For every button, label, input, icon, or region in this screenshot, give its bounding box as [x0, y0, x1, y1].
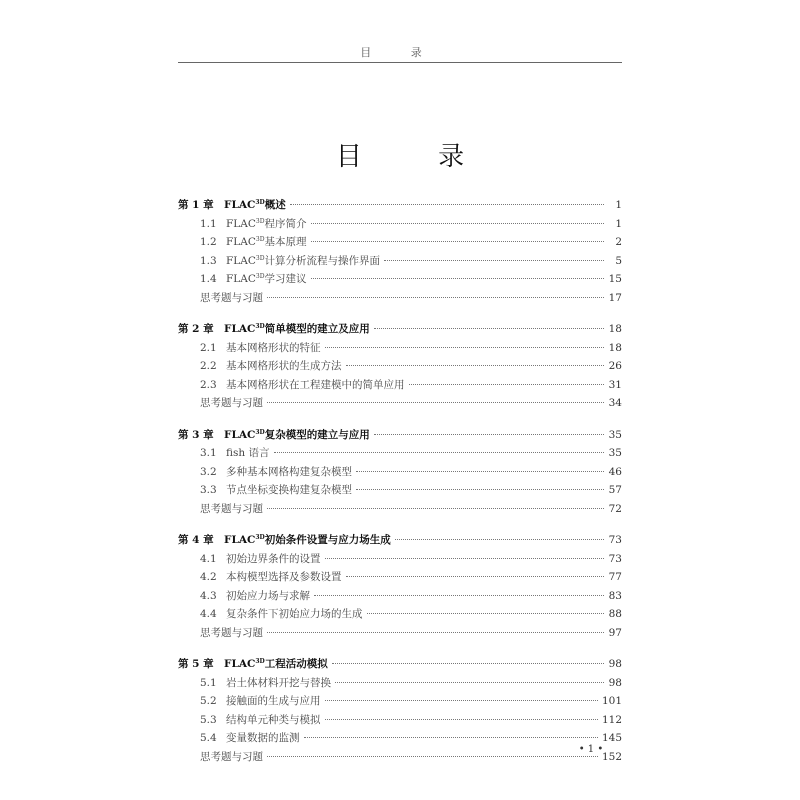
entry-prefix: FLAC — [224, 658, 256, 670]
entry-page: 1 — [615, 199, 622, 211]
entry-title-text: 初始应力场与求解 — [226, 589, 310, 602]
entry-superscript: 3D — [255, 273, 265, 280]
entry-page: 152 — [601, 750, 622, 763]
entry-number: 1.1 — [200, 217, 217, 230]
entry-title-text: 多种基本网格构建复杂模型 — [226, 465, 352, 478]
entry-prefix: FLAC — [226, 254, 256, 267]
entry-title — [226, 337, 321, 358]
entry-superscript: 3D — [255, 428, 265, 436]
section-entry[interactable] — [178, 355, 622, 374]
section-entry[interactable] — [178, 672, 622, 691]
entry-title-text: 简单模型的建立及应用 — [264, 323, 370, 335]
entry-title — [224, 424, 370, 445]
running-head: 目 录 — [360, 46, 440, 59]
chapter-block — [178, 424, 622, 517]
dot-leader — [311, 241, 604, 242]
entry-title-text: 程序简介 — [264, 217, 307, 230]
entry-title — [226, 690, 321, 711]
dot-leader — [367, 613, 605, 614]
entry-page: 77 — [608, 571, 622, 583]
entry-page: 35 — [608, 447, 622, 459]
section-entry[interactable] — [178, 727, 622, 746]
section-entry[interactable] — [178, 548, 622, 567]
entry-title-text: 初始边界条件的设置 — [226, 552, 321, 565]
entry-number: 4.1 — [200, 552, 217, 565]
entry-title — [226, 250, 380, 271]
entry-title-text: 本构模型选择及参数设置 — [226, 571, 342, 583]
dot-leader — [267, 402, 604, 403]
entry-title-text: 节点坐标变换构建复杂模型 — [226, 484, 352, 496]
entry-prefix: FLAC — [226, 217, 256, 230]
chapter-block — [178, 529, 622, 640]
entry-number: 1.2 — [200, 236, 217, 248]
entry-title — [224, 529, 391, 550]
entry-number: 第 2 章 — [178, 323, 214, 335]
entry-number: 第 4 章 — [178, 534, 214, 546]
exercise-entry[interactable] — [178, 498, 622, 517]
entry-page: 73 — [608, 552, 622, 565]
entry-prefix: FLAC — [224, 534, 256, 546]
section-entry[interactable] — [178, 337, 622, 356]
section-entry[interactable] — [178, 250, 622, 269]
entry-title-text: fish 语言 — [226, 447, 270, 459]
entry-number: 5.1 — [200, 676, 217, 689]
entry-title-text: 概述 — [264, 199, 286, 211]
entry-superscript: 3D — [255, 658, 265, 665]
entry-title-text: 计算分析流程与操作界面 — [264, 254, 381, 267]
dot-leader — [346, 365, 605, 366]
entry-page: 88 — [608, 608, 622, 620]
entry-number: 1.3 — [200, 254, 217, 267]
entry-title-text: 思考题与习题 — [200, 502, 263, 515]
dot-leader — [311, 223, 604, 224]
entry-title-text: 学习建议 — [264, 273, 307, 285]
entry-number: 3.2 — [200, 465, 217, 478]
entry-title — [226, 709, 321, 730]
entry-number: 第 3 章 — [178, 428, 214, 441]
entry-page: 101 — [601, 695, 622, 707]
dot-leader — [311, 278, 604, 279]
exercise-entry[interactable] — [178, 287, 622, 306]
entry-title-text: 基本网格形状在工程建模中的简单应用 — [226, 378, 405, 391]
entry-page: 57 — [608, 484, 622, 496]
entry-title — [226, 374, 405, 395]
dot-leader — [356, 471, 604, 472]
entry-title-text: 复杂模型的建立与应用 — [264, 428, 370, 441]
entry-title — [226, 585, 310, 606]
section-entry[interactable] — [178, 709, 622, 728]
entry-number: 4.2 — [200, 571, 217, 583]
entry-superscript: 3D — [255, 199, 265, 206]
entry-page: 97 — [608, 626, 622, 639]
header-rule — [178, 62, 622, 63]
entry-title-text: 岩土体材料开挖与替换 — [226, 676, 331, 689]
entry-page: 98 — [608, 676, 622, 689]
section-entry[interactable] — [178, 461, 622, 480]
dot-leader — [356, 489, 604, 490]
entry-title — [226, 231, 307, 252]
dot-leader — [374, 434, 604, 435]
chapter-entry[interactable] — [178, 529, 622, 548]
entry-superscript: 3D — [255, 534, 265, 541]
entry-title — [226, 566, 342, 587]
section-entry[interactable] — [178, 213, 622, 232]
dot-leader — [267, 756, 598, 757]
entry-number: 2.1 — [200, 341, 217, 354]
entry-page: 72 — [608, 502, 622, 515]
entry-superscript: 3D — [255, 254, 265, 262]
section-entry[interactable] — [178, 566, 622, 585]
entry-number: 3.1 — [200, 447, 217, 459]
entry-title-text: 思考题与习题 — [200, 291, 263, 304]
entry-title — [226, 268, 307, 289]
section-entry[interactable] — [178, 374, 622, 393]
entry-page: 15 — [608, 273, 622, 285]
dot-leader — [325, 347, 605, 348]
entry-number: 2.3 — [200, 378, 217, 391]
entry-title — [226, 442, 270, 463]
chapter-entry[interactable] — [178, 194, 622, 213]
entry-title — [200, 392, 263, 413]
entry-page: 26 — [608, 360, 622, 372]
dot-leader — [409, 384, 605, 385]
section-entry[interactable] — [178, 585, 622, 604]
dot-leader — [335, 682, 604, 683]
entry-title — [224, 318, 370, 339]
dot-leader — [374, 328, 604, 329]
entry-page: 112 — [601, 713, 622, 726]
entry-page: 34 — [608, 397, 622, 409]
dot-leader — [267, 632, 604, 633]
entry-title-text: 工程活动模拟 — [264, 658, 328, 670]
entry-page: 5 — [615, 254, 622, 267]
dot-leader — [304, 737, 598, 738]
entry-superscript: 3D — [255, 323, 265, 330]
entry-page: 2 — [615, 236, 622, 248]
entry-title — [200, 498, 263, 519]
dot-leader — [314, 595, 604, 596]
entry-title — [200, 287, 263, 308]
page-title: 目 录 — [335, 142, 499, 172]
dot-leader — [395, 539, 604, 540]
entry-title — [226, 727, 300, 748]
entry-number: 5.4 — [200, 732, 217, 744]
section-entry[interactable] — [178, 231, 622, 250]
entry-number: 4.4 — [200, 608, 217, 620]
entry-page: 18 — [608, 323, 622, 335]
chapter-block — [178, 194, 622, 305]
entry-page: 145 — [601, 732, 622, 744]
entry-title — [224, 194, 286, 215]
entry-title — [226, 603, 363, 624]
section-entry[interactable] — [178, 690, 622, 709]
entry-title-text: 基本原理 — [264, 236, 307, 248]
exercise-entry[interactable] — [178, 392, 622, 411]
entry-page: 73 — [608, 534, 622, 546]
exercise-entry[interactable] — [178, 622, 622, 641]
entry-page: 17 — [608, 291, 622, 304]
entry-title — [200, 622, 263, 643]
dot-leader — [274, 452, 605, 453]
entry-page: 1 — [615, 217, 622, 230]
entry-title — [226, 479, 352, 500]
entry-page: 46 — [608, 465, 622, 478]
entry-title — [226, 461, 352, 482]
entry-title-text: 基本网格形状的特征 — [226, 341, 321, 354]
entry-prefix: FLAC — [224, 428, 256, 441]
entry-page: 98 — [608, 658, 622, 670]
table-of-contents — [178, 194, 622, 777]
chapter-block — [178, 653, 622, 764]
entry-title-text: 基本网格形状的生成方法 — [226, 360, 342, 372]
entry-superscript: 3D — [255, 236, 265, 243]
entry-title-text: 思考题与习题 — [200, 397, 263, 409]
entry-number: 3.3 — [200, 484, 217, 496]
dot-leader — [332, 663, 604, 664]
entry-number: 2.2 — [200, 360, 217, 372]
section-entry[interactable] — [178, 442, 622, 461]
page-number: • 1 • — [578, 744, 604, 755]
entry-title — [224, 653, 328, 674]
chapter-entry[interactable] — [178, 653, 622, 672]
chapter-entry[interactable] — [178, 424, 622, 443]
entry-prefix: FLAC — [224, 199, 256, 211]
entry-title-text: 思考题与习题 — [200, 750, 263, 763]
entry-number: 第 1 章 — [178, 199, 214, 211]
entry-number: 5.3 — [200, 713, 217, 726]
entry-page: 83 — [608, 589, 622, 602]
entry-title — [200, 746, 263, 767]
entry-title-text: 初始条件设置与应力场生成 — [264, 534, 391, 546]
dot-leader — [325, 558, 605, 559]
entry-title-text: 变量数据的监测 — [226, 732, 300, 744]
section-entry[interactable] — [178, 603, 622, 622]
exercise-entry[interactable] — [178, 746, 622, 765]
entry-number: 4.3 — [200, 589, 217, 602]
entry-page: 31 — [608, 378, 622, 391]
entry-title — [226, 672, 331, 693]
dot-leader — [325, 700, 598, 701]
entry-title — [226, 355, 342, 376]
dot-leader — [325, 719, 598, 720]
entry-number: 5.2 — [200, 695, 217, 707]
entry-page: 35 — [608, 428, 622, 441]
entry-title — [226, 548, 321, 569]
entry-prefix: FLAC — [226, 273, 256, 285]
section-entry[interactable] — [178, 268, 622, 287]
entry-number: 1.4 — [200, 273, 217, 285]
chapter-block — [178, 318, 622, 411]
entry-page: 18 — [608, 341, 622, 354]
chapter-entry[interactable] — [178, 318, 622, 337]
entry-prefix: FLAC — [226, 236, 256, 248]
section-entry[interactable] — [178, 479, 622, 498]
dot-leader — [290, 204, 604, 205]
entry-title-text: 复杂条件下初始应力场的生成 — [226, 608, 363, 620]
entry-title-text: 思考题与习题 — [200, 626, 263, 639]
entry-superscript: 3D — [255, 217, 265, 225]
entry-title-text: 接触面的生成与应用 — [226, 695, 321, 707]
entry-prefix: FLAC — [224, 323, 256, 335]
dot-leader — [267, 297, 604, 298]
dot-leader — [346, 576, 605, 577]
entry-title-text: 结构单元种类与模拟 — [226, 713, 321, 726]
entry-number: 第 5 章 — [178, 658, 214, 670]
entry-title — [226, 213, 307, 234]
dot-leader — [384, 260, 604, 261]
dot-leader — [267, 508, 604, 509]
